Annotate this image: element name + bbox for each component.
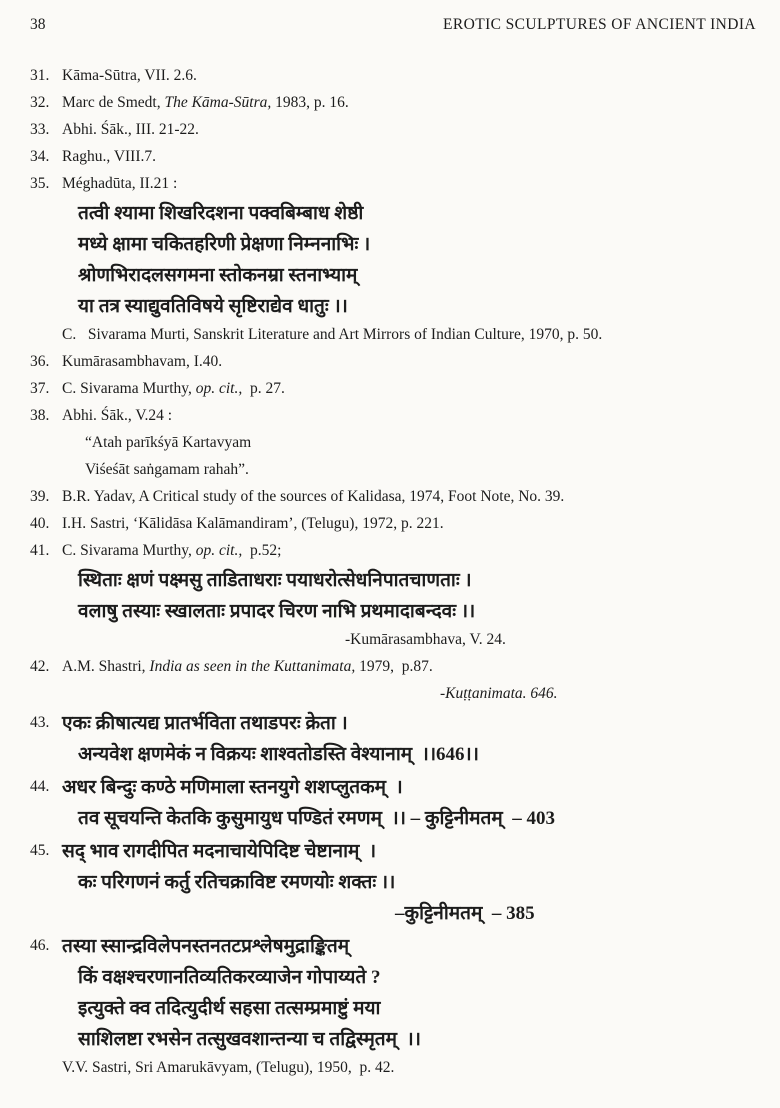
- text-segment: I.H. Sastri, ‘Kālidāsa Kalāmandiram’, (Telugu), 1972, p. 221.: [62, 515, 444, 532]
- text-segment: p.52;: [242, 542, 282, 559]
- reference-text: [62, 656, 756, 677]
- reference-text: [62, 146, 756, 167]
- text-segment: Kumārasambhavam, I.40.: [62, 353, 223, 370]
- text-segment: A.M. Shastri,: [62, 658, 150, 675]
- reference-item: [30, 838, 756, 865]
- verse-line: या तत्र स्याद्युवतिविषये सृष्टिराद्येव धातुः ।।: [78, 296, 348, 317]
- reference-item: [30, 173, 756, 194]
- text-segment: एकः क्रीषात्यद्य प्रातर्भविता तथाडपरः क्रेता ।: [62, 713, 348, 734]
- reference-number: 44.: [30, 778, 50, 795]
- verse-line: साशिलष्टा रभसेन तत्सुखवशान्तन्या च तद्विस्मृतम् ।।: [78, 1029, 421, 1050]
- reference-number: 42.: [30, 658, 50, 675]
- verse-line: अन्यवेश क्षणमेकं न विक्रयः शाश्वतोडस्ति वेश्यानाम् ।।646।।: [78, 744, 479, 765]
- page-number: 38: [30, 16, 46, 33]
- text-segment: Marc de Smedt,: [62, 94, 165, 111]
- verse-line: मध्ये क्षामा चकितहरिणी प्रेक्षणा निम्ननाभिः ।: [78, 234, 371, 255]
- reference-text: [62, 92, 756, 113]
- text-segment: V.V. Sastri, Sri Amarukāvyam, (Telugu), 1950, p. 42.: [62, 1059, 395, 1076]
- italic-title: -Kuṭṭanimata. 646.: [440, 685, 558, 702]
- reference-text: [62, 351, 756, 372]
- text-segment: C. Sivarama Murthy,: [62, 542, 196, 559]
- text-segment: Méghadūta, II.21 :: [62, 175, 178, 192]
- text-segment: Kāma-Sūtra, VII. 2.6.: [62, 67, 197, 84]
- reference-number: 43.: [30, 714, 50, 731]
- reference-text: [62, 486, 756, 507]
- reference-text: [62, 540, 756, 561]
- reference-number: 45.: [30, 842, 50, 859]
- reference-number: 31.: [30, 67, 50, 84]
- text-segment: C. Sivarama Murti, Sanskrit Literature and Art Mirrors of Indian Culture, 1970, p. 50.: [62, 326, 603, 343]
- reference-number: 38.: [30, 407, 50, 424]
- reference-item: [30, 378, 756, 399]
- text-segment: p. 27.: [242, 380, 285, 397]
- reference-number: 41.: [30, 542, 50, 559]
- reference-number: 39.: [30, 488, 50, 505]
- reference-item: [30, 540, 756, 561]
- reference-text: [62, 513, 756, 534]
- italic-title: op. cit.,: [195, 380, 243, 397]
- reference-item: [30, 656, 756, 677]
- reference-text: [62, 65, 756, 86]
- text-segment: Raghu., VIII.7.: [62, 148, 156, 165]
- italic-title: India as seen in the Kuttanimata,: [149, 658, 356, 675]
- text-segment: अधर बिन्दुः कण्ठे मणिमाला स्तनयुगे शशप्लुतकम् ।: [62, 777, 403, 798]
- verse-line: “Atah parīkśyā Kartavyam: [85, 434, 252, 451]
- running-title: EROTIC SCULPTURES OF ANCIENT INDIA: [443, 16, 756, 33]
- note-line: [62, 324, 756, 345]
- reference-number: 37.: [30, 380, 50, 397]
- reference-text: [62, 405, 756, 426]
- reference-number: 33.: [30, 121, 50, 138]
- verse-line: कः परिगणनं कर्तु रतिचक्राविष्ट रमणयोः शक्तः ।।: [78, 872, 396, 893]
- reference-number: 35.: [30, 175, 50, 192]
- reference-number: 34.: [30, 148, 50, 165]
- reference-text: [62, 119, 756, 140]
- verse-line: Viśeśāt saṅgamam rahah”.: [85, 461, 249, 478]
- reference-item: [30, 405, 756, 426]
- italic-title: The Kāma-Sūtra,: [164, 94, 272, 111]
- reference-number: 32.: [30, 94, 50, 111]
- reference-item: [30, 933, 756, 960]
- text-segment: सद् भाव रागदीपित मदनाचायेपिदिष्ट चेष्टानाम् ।: [62, 841, 377, 862]
- text-segment: 1979, p.87.: [355, 658, 433, 675]
- note-line: [62, 1057, 756, 1078]
- reference-text: [62, 378, 756, 399]
- italic-title: op. cit.,: [195, 542, 243, 559]
- references-list: [30, 65, 756, 1078]
- text-segment: Abhi. Śāk., V.24 :: [62, 407, 173, 424]
- attribution-line: –कुट्टिनीमतम् – 385: [395, 903, 535, 924]
- reference-item: [30, 119, 756, 140]
- text-segment: Abhi. Śāk., III. 21-22.: [62, 121, 199, 138]
- verse-line: इत्युक्ते क्व तदित्युदीर्थ सहसा तत्सम्प्रमाष्टुं मया: [78, 998, 381, 1019]
- reference-item: [30, 774, 756, 801]
- text-segment: तस्या स्सान्द्रविलेपनस्तनतटप्रश्लेषमुद्राङ्कितम्: [62, 936, 350, 957]
- reference-item: [30, 710, 756, 737]
- verse-line: श्रोणभिरादलसगमना स्तोकनम्रा स्तनाभ्याम्: [78, 265, 358, 286]
- reference-number: 40.: [30, 515, 50, 532]
- reference-number: 46.: [30, 937, 50, 954]
- reference-item: [30, 92, 756, 113]
- reference-text: [62, 838, 756, 865]
- reference-item: [30, 351, 756, 372]
- reference-item: [30, 486, 756, 507]
- reference-text: [62, 774, 756, 801]
- reference-item: [30, 65, 756, 86]
- attribution-line: [30, 683, 756, 704]
- text-segment: B.R. Yadav, A Critical study of the sources of Kalidasa, 1974, Foot Note, No. 39.: [62, 488, 565, 505]
- reference-text: [62, 710, 756, 737]
- text-segment: 1983, p. 16.: [271, 94, 349, 111]
- reference-number: 36.: [30, 353, 50, 370]
- reference-text: [62, 173, 756, 194]
- text-segment: C. Sivarama Murthy,: [62, 380, 196, 397]
- reference-item: [30, 513, 756, 534]
- reference-item: [30, 146, 756, 167]
- page-header: [30, 14, 756, 35]
- verse-line: स्थिताः क्षणं पक्ष्मसु ताडिताधराः पयाधरोत्सेधनिपातचाणताः ।: [78, 570, 472, 591]
- verse-line: तत्वी श्यामा शिखरिदशना पक्वबिम्बाध शेष्ठी: [78, 203, 364, 224]
- verse-line: वलाषु तस्याः स्खालताः प्रपादर चिरण नाभि प्रथमादाबन्दवः ।।: [78, 601, 476, 622]
- verse-line: किं वक्षश्चरणानतिव्यतिकरव्याजेन गोपाय्यते ?: [78, 967, 381, 988]
- attribution-line: -Kumārasambhava, V. 24.: [345, 631, 506, 648]
- verse-line: तव सूचयन्ति केतकि कुसुमायुध पण्डितं रमणम् ।। – कुट्टिनीमतम् – 403: [78, 808, 555, 829]
- reference-text: [62, 933, 756, 960]
